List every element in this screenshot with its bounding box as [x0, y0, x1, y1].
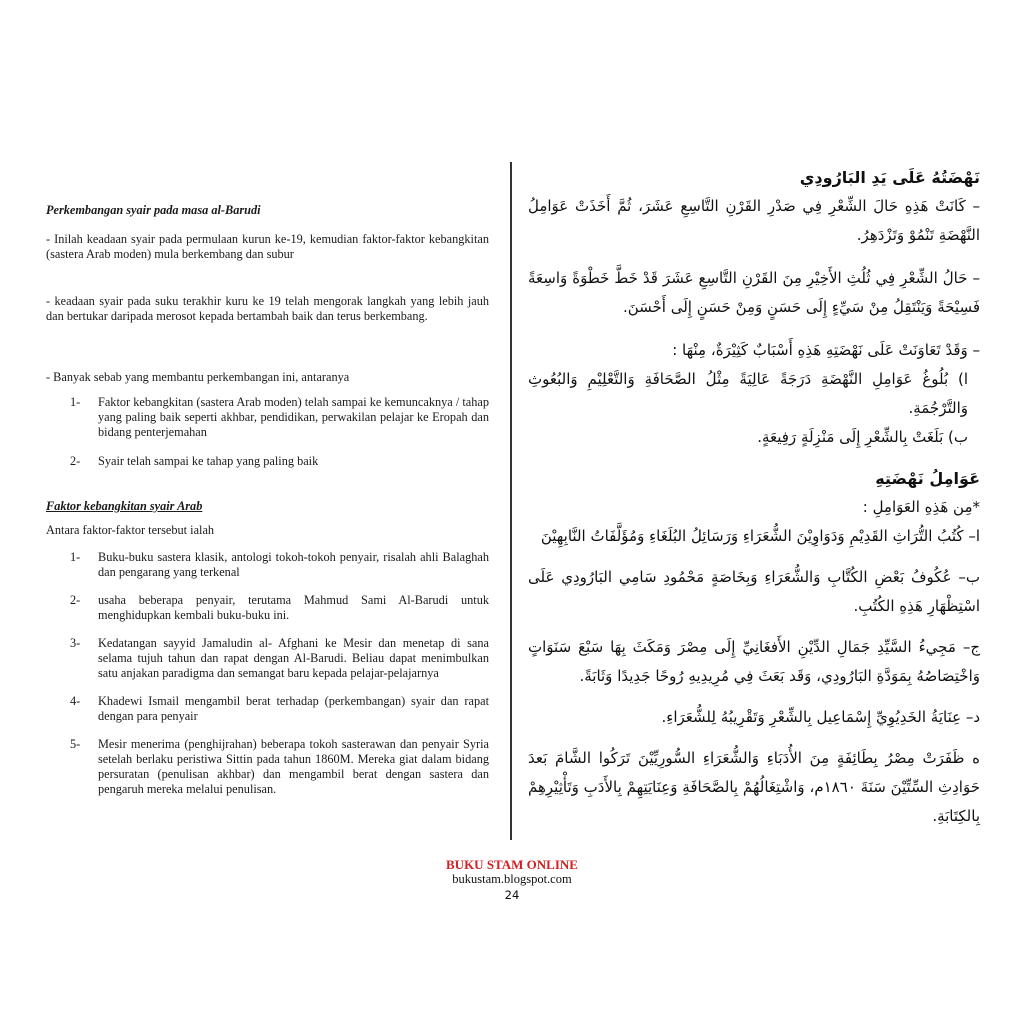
list-item [70, 694, 489, 724]
arabic-heading: عَوَامِلُ نَهْضَتِهِ [875, 469, 980, 488]
website-url: bukustam.blogspot.com [452, 872, 572, 886]
paragraph: - Banyak sebab yang membantu perkembangan ini, antaranya [46, 370, 350, 384]
list-text: usaha beberapa penyair, terutama Mahmud Sami Al-Barudi untuk menghidupkan kembali buku-buku ini. [98, 593, 489, 622]
arabic-heading: نَهْضَتُهُ عَلَى يَدِ البَارُودِي [799, 168, 980, 187]
arabic-subitem: ب) بَلَغَتْ بِالشِّعْرِ إِلَى مَنْزِلَةٍ رَفِيعَةٍ. [757, 428, 968, 446]
arabic-list-item: ب– عُكُوفُ بَعْضِ الكُتَّابِ وَالشُّعَرَاءِ وَبِخَاصَةٍ مَحْمُودِ سَامِي البَارُودِي عَلَى اسْتِظْهَارِ هَذِهِ الكُتُبِ. [528, 568, 980, 615]
list-number: 3- [70, 636, 81, 650]
list-item [70, 395, 489, 440]
brand-name: BUKU STAM ONLINE [446, 857, 578, 872]
section-heading: Faktor kebangkitan syair Arab [46, 499, 203, 513]
section-heading: Perkembangan syair pada masa al-Barudi [46, 203, 261, 217]
column-divider [510, 162, 512, 840]
list-item [70, 550, 489, 580]
list-text: Khadewi Ismail mengambil berat terhadap (perkembangan) syair dan rapat dengan para penyair [98, 694, 489, 723]
arabic-list-item: ج– مَجِيءُ السَّيِّدِ جَمَالِ الدِّيْنِ الأَفغَانِيِّ إِلَى مِصْرَ وَمَكَثَ بِهَا سَبْعَ سَنَوَاتٍ وَاخْتِصَاصُهُ بِمَوَدَّةِ البَارُودِي، وَقَد بَعَثَ فِي مُرِيدِيهِ رُوحًا جَدِيدًا وَثَابَةً. [528, 638, 980, 685]
paragraph: Antara faktor-faktor tersebut ialah [46, 523, 215, 537]
list-item [70, 737, 489, 797]
arabic-list-item: د– عِنَايَةُ الخَدِيُوِيِّ إِسْمَاعِيل بِالشِّعْرِ وَتَقْرِيبُهُ لِلشُّعَرَاءِ. [661, 708, 980, 726]
arabic-paragraph: *مِن هَذِهِ العَوَامِلِ : [862, 498, 980, 516]
arabic-paragraph: – حَالُ الشِّعْرِ فِي ثُلُثِ الأَخِيْرِ مِنَ القَرْنِ التَّاسِعِ عَشَرَ قَدْ خَطَّ خَطْوَةً وَاسِعَةً فَسِيْحَةً وَيَنْتَقِلُ مِنْ سَيِّءٍ إِلَى حَسَنٍ وَمِنْ حَسَنٍ إِلَى أَحْسَنَ. [528, 269, 980, 316]
list-item [70, 593, 489, 623]
list-text: Mesir menerima (penghijrahan) beberapa tokoh sasterawan dan penyair Syria setelah berlaku peristiwa Sittin pada tahun 1860M. Mereka giat dalam bidang persuratan (penulisan akhbar) dan mengambil berat dengan sastera dan pengaruh mereka melalui penulisan. [98, 737, 489, 796]
page-footer [412, 858, 612, 904]
factors-list [46, 550, 489, 797]
list-number: 2- [70, 454, 81, 468]
list-number: 1- [70, 550, 81, 564]
list-text: Buku-buku sastera klasik, antologi tokoh-tokoh penyair, risalah ahli Balaghah dan pengarang yang terkenal [98, 550, 489, 579]
list-number: 2- [70, 593, 81, 607]
list-text: Faktor kebangkitan (sastera Arab moden) telah sampai ke kemuncaknya / tahap yang paling baik seperti akhbar, pendidikan, perwakilan pelajar ke Eropah dan bidang penterjemahan [98, 395, 489, 439]
arabic-list-item: ا– كُتُبُ التُّرَاثِ القَدِيْمِ وَدَوَاوِيْنَ الشُّعَرَاءِ وَرَسَائِلُ البُلَغَاءِ وَمُؤَلَّفَاتُ النَّابِهِيْنَ [540, 527, 980, 545]
list-number: 5- [70, 737, 81, 751]
paragraph: - Inilah keadaan syair pada permulaan kurun ke-19, kemudian faktor-faktor kebangkitan (sastera Arab moden) mula berkembang dan subur [46, 232, 489, 261]
arabic-paragraph: – كَانَتْ هَذِهِ حَالَ الشِّعْرِ فِي صَدْرِ القَرْنِ التَّاسِعِ عَشَرَ، ثُمَّ أَخَذَتْ عَوَامِلُ النَّهْضَةِ تَنْمُوْ وَتَزْدَهِرُ. [528, 197, 980, 244]
malay-column [46, 203, 489, 797]
arabic-paragraph: – وَقَدْ تَعَاوَنَتْ عَلَى نَهْضَتِهِ هَذِهِ أَسْبَابٌ كَثِيْرَةٌ، مِنْهَا : [672, 341, 980, 359]
reasons-list [46, 395, 489, 469]
list-number: 4- [70, 694, 81, 708]
list-item [70, 454, 489, 469]
list-text: Kedatangan sayyid Jamaludin al- Afghani ke Mesir dan menetap di sana selama tujuh tahun dan rapat dengan Al-Barudi. Beliau dapat menimbulkan satu anjakan paradigma dan semangat baru kepada pelajar-pelajarnya [98, 636, 489, 680]
paragraph: - keadaan syair pada suku terakhir kuru ke 19 telah mengorak langkah yang lebih jauh dan bertukar daripada merosot kepada bertambah baik dan terus berkembang. [46, 294, 489, 323]
arabic-list-item: ه ظَفَرَتْ مِصْرُ بِطَائِفَةٍ مِنَ الأُدَبَاءِ وَالشُّعَرَاءِ السُّورِيِّيْنَ تَرَكُوا الشَّامَ بَعدَ حَوَادِثِ السِّتِّيْنَ سَنَةَ ١٨٦٠م، وَاشْتِغَالُهُمْ بِالصَّحَافَةِ وَعِنَايَتِهِمْ بِالأَدَبِ وَتَأْثِيْرِهِمْ بِالكِتَابَةِ. [528, 749, 980, 825]
arabic-subitem: ا) بُلُوغُ عَوَامِلِ النَّهْضَةِ دَرَجَةً عَالِيَةً مِثْلُ الصَّحَافَةِ وَالتَّعْلِيْمِ وَالبُعُوثِ وَالتَّرْجُمَةِ. [528, 370, 968, 417]
arabic-column [528, 163, 980, 831]
list-number: 1- [70, 395, 81, 409]
list-text: Syair telah sampai ke tahap yang paling baik [98, 454, 319, 468]
page-number: 24 [504, 888, 520, 902]
list-item [70, 636, 489, 681]
